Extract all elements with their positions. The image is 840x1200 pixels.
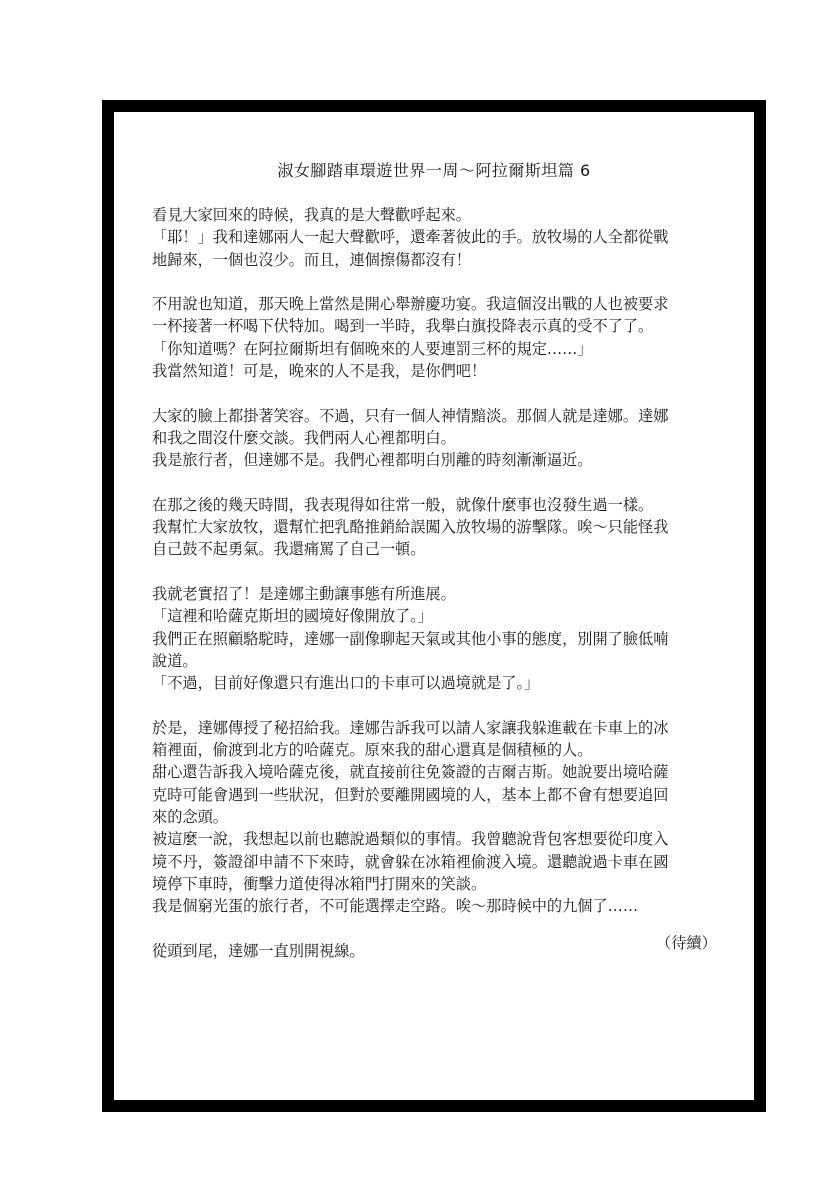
page-frame	[102, 100, 766, 1112]
text-line: 我幫忙大家放牧，還幫忙把乳酪推銷給誤闖入放牧場的游擊隊。唉～只能怪我	[152, 518, 669, 537]
text-line: 我是個窮光蛋的旅行者，不可能選擇走空路。唉～那時候中的九個了……	[152, 897, 638, 916]
text-line: 說道。	[152, 651, 198, 670]
text-line: 看見大家回來的時候，我真的是大聲歡呼起來。	[152, 206, 471, 224]
text-line: 箱裡面，偷渡到北方的哈薩克。原來我的甜心還真是個積極的人。	[152, 741, 593, 760]
text-line: 一杯接著一杯喝下伏特加。喝到一半時，我舉白旗投降表示真的受不了了。	[152, 317, 654, 336]
text-line: 我們正在照顧駱駝時，達娜一副像聊起天氣或其他小事的態度，別開了臉低喃	[152, 629, 669, 648]
paragraph	[152, 293, 732, 382]
paragraph	[152, 717, 732, 918]
text-line: 境停下車時，衝擊力道使得冰箱門打開來的笑談。	[152, 874, 487, 893]
text-line: 和我之間沒什麼交談。我們兩人心裡都明白。	[152, 428, 456, 447]
text-line: 我當然知道！可是，晚來的人不是我，是你們吧！	[152, 362, 487, 381]
paragraph	[152, 940, 732, 962]
text-line: 「不過，目前好像還只有進出口的卡車可以過境就是了。」	[152, 674, 540, 693]
text-line: 克時可能會遇到一些狀況，但對於要離開國境的人，基本上都不會有想要追回	[152, 785, 669, 804]
text-line: 在那之後的幾天時間，我表現得如往常一般，就像什麼事也沒發生過一樣。	[152, 495, 654, 514]
paragraph	[152, 494, 732, 561]
text-line: 甜心還告訴我入境哈薩克後，就直接前往免簽證的吉爾吉斯。她說要出境哈薩	[152, 763, 669, 782]
paragraph	[152, 583, 732, 694]
to-be-continued-label: （待續）	[656, 934, 717, 952]
text-line: 「這裡和哈薩克斯坦的國境好像開放了。」	[152, 607, 433, 626]
article-body	[152, 204, 732, 984]
text-line: 大家的臉上都掛著笑容。不過，只有一個人神情黯淡。那個人就是達娜。達娜	[152, 406, 669, 425]
text-line: 我就老實招了！是達娜主動讓事態有所進展。	[152, 585, 456, 604]
text-line: 「耶！」我和達娜兩人一起大聲歡呼，還牽著彼此的手。放牧場的人全都從戰	[152, 228, 669, 247]
text-line: 不用說也知道，那天晚上當然是開心舉辦慶功宴。我這個沒出戰的人也被要求	[152, 295, 669, 314]
text-line: 地歸來，一個也沒少。而且，連個擦傷都沒有！	[152, 250, 471, 269]
text-line: 從頭到尾，達娜一直別開視線。	[152, 941, 365, 960]
page-title: 淑女腳踏車環遊世界一周～阿拉爾斯坦篇 6	[277, 161, 591, 180]
text-line: 來的念頭。	[152, 808, 228, 827]
text-line: 「你知道嗎？在阿拉爾斯坦有個晚來的人要連罰三杯的規定……」	[152, 339, 593, 358]
text-line: 被這麼一說，我想起以前也聽說過類似的事情。我曾聽說背包客想要從印度入	[152, 830, 669, 849]
text-line: 自己鼓不起勇氣。我還痛罵了自己一頓。	[152, 540, 426, 559]
paragraph	[152, 405, 732, 472]
text-line: 境不丹，簽證卻申請不下來時，就會躲在冰箱裡偷渡入境。還聽說過卡車在國	[152, 852, 669, 871]
text-line: 於是，達娜傳授了秘招給我。達娜告訴我可以請人家讓我躲進載在卡車上的冰	[152, 718, 669, 737]
paragraph	[152, 204, 732, 271]
text-line: 我是旅行者，但達娜不是。我們心裡都明白別離的時刻漸漸逼近。	[152, 451, 593, 470]
